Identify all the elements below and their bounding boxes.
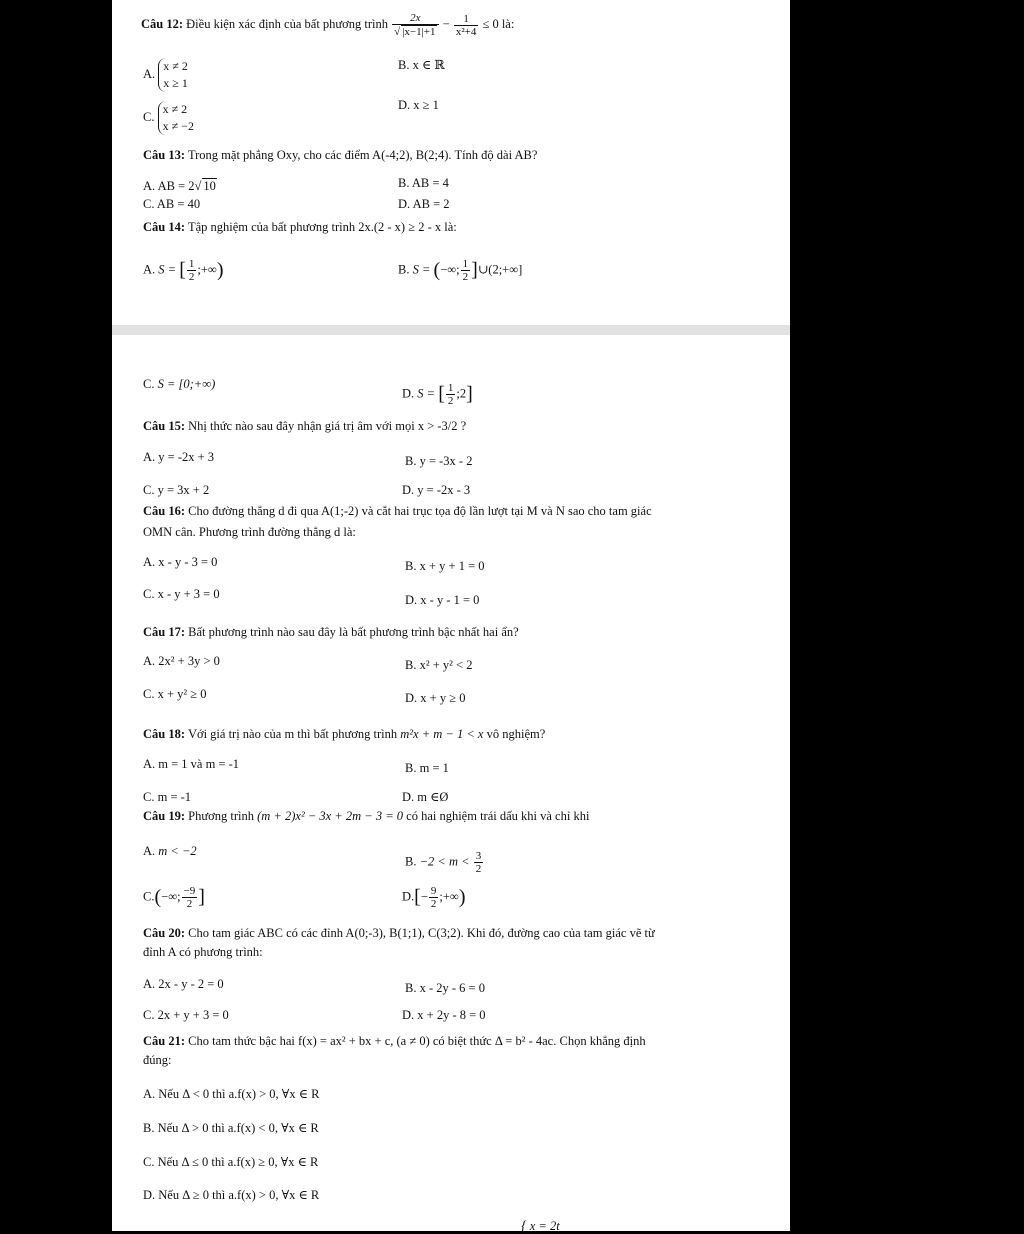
option-key: A.	[143, 844, 156, 858]
question-16	[143, 504, 652, 519]
system-line: x ≠ −2	[162, 119, 194, 133]
question-19	[143, 809, 589, 824]
option-key: C.	[143, 377, 155, 391]
question-20	[143, 926, 655, 941]
option-text: S =	[158, 262, 177, 277]
question-label: Câu 14:	[143, 220, 186, 234]
numerator: 1	[454, 13, 479, 26]
question-text: Với giá trị nào của m thì bất phương trình	[187, 727, 398, 741]
option-text: ;2	[456, 386, 467, 401]
cut-off-expression: { x = 2t	[521, 1219, 560, 1234]
option-c	[143, 101, 194, 135]
document-page-1	[112, 0, 790, 325]
option-d	[402, 1008, 486, 1023]
denominator: 2	[186, 898, 193, 910]
option-key: C.	[143, 1155, 155, 1169]
option-text: m < −2	[158, 844, 197, 858]
fraction	[461, 258, 471, 283]
option-text: Nếu Δ > 0 thì a.f(x) < 0, ∀x ∈ R	[157, 1121, 319, 1135]
option-text: m = 1 và m = -1	[158, 757, 240, 771]
denominator: 2	[447, 395, 454, 407]
question-text: Cho tam thức bậc hai f(x) = ax² + bx + c, (a ≠ 0) có biệt thức Δ = b² - 4ac. Chọn khẳng định	[188, 1034, 646, 1048]
option-text: y = 3x + 2	[157, 483, 210, 497]
equation-system	[158, 101, 194, 135]
question-text: Nhị thức nào sau đây nhận giá trị âm với mọi x > -3/2 ?	[188, 419, 467, 433]
option-text: x + y² ≥ 0	[157, 687, 207, 701]
option-text: x² + y² < 2	[419, 658, 473, 672]
option-text: S = [0;+∞)	[157, 377, 216, 391]
option-b	[405, 850, 484, 875]
fraction	[182, 885, 198, 910]
question-tail: có hai nghiệm trái dấu khi và chỉ khi	[406, 809, 590, 823]
cut-off-text: x = 2t	[529, 1219, 560, 1233]
option-text: x - y - 3 = 0	[158, 555, 218, 569]
option-d	[402, 382, 473, 407]
equation-system	[158, 58, 188, 92]
option-key: D.	[402, 1008, 415, 1022]
question-13	[143, 148, 537, 163]
option-a	[143, 58, 188, 92]
question-text: Bất phương trình nào sau đây là bất phương trình bậc nhất hai ẩn?	[188, 625, 519, 639]
option-d	[402, 790, 448, 805]
option-key: C.	[143, 109, 155, 124]
question-text-continued: OMN cân. Phương trình đường thẳng d là:	[143, 525, 356, 539]
option-key: A.	[143, 66, 156, 81]
numerator: 2x	[410, 12, 421, 24]
option-c	[143, 885, 205, 910]
bracket: ]	[466, 383, 473, 405]
question-label: Câu 17:	[143, 625, 186, 639]
option-key: C.	[143, 197, 155, 211]
option-text: x - 2y - 6 = 0	[419, 981, 485, 995]
option-a	[143, 1087, 319, 1102]
question-label: Câu 13:	[143, 148, 186, 162]
option-key: A.	[143, 179, 156, 193]
option-b	[405, 761, 449, 776]
option-key: D.	[405, 691, 418, 705]
question-label: Câu 20:	[143, 926, 186, 940]
option-text: y = -2x + 3	[158, 450, 215, 464]
question-text: Phương trình	[188, 809, 254, 823]
question-text: Cho tam giác ABC có các đỉnh A(0;-3), B(1;1), C(3;2). Khi đó, đường cao của tam giác vẽ từ	[188, 926, 655, 940]
option-c	[143, 790, 191, 805]
option-d	[398, 197, 450, 212]
question-17	[143, 625, 519, 640]
fraction	[187, 258, 197, 283]
option-d	[143, 1188, 319, 1203]
option-key: C.	[143, 790, 155, 804]
question-text: Tập nghiệm của bất phương trình 2x.(2 - x) ≥ 2 - x là:	[187, 220, 457, 234]
option-key: D.	[402, 790, 415, 804]
question-label: Câu 19:	[143, 809, 186, 823]
option-key: D.	[402, 889, 415, 904]
numerator: 1	[447, 382, 454, 394]
radicand: 10	[203, 179, 216, 193]
question-text-continued: đúng:	[143, 1053, 172, 1067]
numerator: 1	[462, 258, 469, 270]
minus-sign: −	[442, 16, 450, 31]
option-text: ;+∞	[439, 889, 459, 904]
option-a	[143, 654, 220, 669]
question-18	[143, 727, 545, 742]
option-a	[143, 555, 217, 570]
option-text: Nếu Δ < 0 thì a.f(x) > 0, ∀x ∈ R	[158, 1087, 320, 1101]
denominator: x²+4	[455, 25, 477, 38]
question-12	[141, 12, 514, 38]
system-line: x ≠ 2	[162, 102, 188, 116]
option-d	[398, 98, 439, 113]
option-text: x ∈ ℝ	[412, 58, 445, 72]
bracket: (	[433, 259, 441, 281]
option-text: m = -1	[157, 790, 192, 804]
option-key: C.	[143, 1008, 155, 1022]
option-key: D.	[402, 483, 415, 497]
equation-expression: (m + 2)x² − 3x + 2m − 3 = 0	[257, 809, 404, 823]
option-text: x - y - 1 = 0	[420, 593, 480, 607]
fraction	[446, 382, 456, 407]
option-text: S =	[412, 262, 431, 277]
option-text: m = 1	[419, 761, 449, 775]
option-key: D.	[398, 98, 411, 112]
option-a	[143, 450, 214, 465]
option-text: −	[420, 889, 428, 904]
numerator: 9	[430, 885, 437, 897]
question-label: Câu 16:	[143, 504, 186, 518]
question-text: Điều kiện xác định của bất phương trình	[186, 16, 389, 31]
option-key: B.	[405, 658, 417, 672]
option-text: −∞;	[161, 889, 181, 904]
option-key: B.	[405, 559, 417, 573]
option-a	[143, 844, 197, 859]
denominator: 2	[188, 271, 195, 283]
numerator: −9	[183, 885, 196, 897]
option-key: A.	[143, 1087, 156, 1101]
option-text: 2x + y + 3 = 0	[157, 1008, 229, 1022]
bracket: )	[458, 886, 466, 908]
option-text: ;+∞	[197, 262, 217, 277]
option-c	[143, 587, 220, 602]
fraction	[454, 13, 479, 38]
option-key: B.	[143, 1121, 155, 1135]
inequality-expression: m²x + m − 1 < x	[400, 727, 484, 741]
option-c	[143, 197, 200, 212]
option-c	[143, 687, 207, 702]
bracket: (	[154, 886, 162, 908]
option-text: x + y ≥ 0	[420, 691, 466, 705]
option-b	[405, 559, 485, 574]
option-b	[405, 454, 472, 469]
option-key: B.	[405, 854, 417, 869]
page-gap	[112, 325, 790, 335]
option-d	[402, 885, 466, 910]
option-key: C.	[143, 587, 155, 601]
option-key: B.	[405, 454, 417, 468]
option-text: 2x² + 3y > 0	[158, 654, 220, 668]
option-text: AB = 2	[412, 197, 450, 211]
fraction	[474, 850, 484, 875]
bracket: ]	[198, 886, 205, 908]
option-b	[405, 658, 472, 673]
question-15	[143, 419, 466, 434]
numerator: 3	[475, 850, 482, 862]
option-d	[405, 593, 479, 608]
option-c	[143, 1155, 318, 1170]
option-a	[143, 757, 239, 772]
system-line: x ≥ 1	[163, 76, 188, 90]
option-key: A.	[143, 555, 156, 569]
option-b	[405, 981, 485, 996]
bracket: [	[414, 886, 421, 908]
fraction	[429, 885, 439, 910]
option-text: −2 < m <	[419, 854, 470, 869]
option-key: C.	[143, 687, 155, 701]
option-key: C.	[143, 483, 155, 497]
option-key: D.	[402, 386, 415, 401]
option-key: B.	[398, 58, 410, 72]
option-key: C.	[143, 889, 155, 904]
option-text: x ≥ 1	[413, 98, 439, 112]
question-label: Câu 12:	[141, 16, 184, 31]
document-page-2	[112, 335, 790, 1234]
option-text: y = -3x - 2	[419, 454, 473, 468]
question-label: Câu 21:	[143, 1034, 186, 1048]
system-line: x ≠ 2	[163, 59, 188, 73]
option-c	[143, 377, 215, 392]
option-c	[143, 483, 209, 498]
option-text: Nếu Δ ≤ 0 thì a.f(x) ≥ 0, ∀x ∈ R	[157, 1155, 319, 1169]
question-text: Cho đường thẳng d đi qua A(1;-2) và cắt hai trục tọa độ lần lượt tại M và N sao cho tam giác	[188, 504, 652, 518]
option-key: D.	[405, 593, 418, 607]
question-14	[143, 220, 457, 235]
fraction: $\frac{2x}{√ |x-1|+1}$	[392, 12, 438, 38]
option-a: A. AB = 2√ 10	[143, 179, 216, 193]
option-b	[398, 58, 445, 73]
option-text: 2x - y - 2 = 0	[158, 977, 224, 991]
option-key: B.	[398, 176, 410, 190]
option-text: AB = 2	[157, 179, 195, 193]
denominator: |x−1|+1	[402, 26, 436, 38]
option-key: A.	[143, 654, 156, 668]
bracket: )	[216, 259, 224, 281]
bracket: ]	[471, 259, 478, 281]
option-text: S =	[417, 386, 436, 401]
denominator: 2	[475, 863, 482, 875]
option-text: AB = 40	[156, 197, 201, 211]
question-label: Câu 15:	[143, 419, 186, 433]
option-key: B.	[405, 761, 417, 775]
option-key: B.	[398, 262, 410, 277]
question-21	[143, 1034, 646, 1049]
option-text: ∪(2;+∞]	[477, 262, 523, 277]
bracket: [	[438, 383, 445, 405]
denominator: 2	[462, 271, 469, 283]
option-text: m ∈Ø	[417, 790, 449, 804]
option-key: A.	[143, 450, 156, 464]
option-key: A.	[143, 757, 156, 771]
option-text: AB = 4	[411, 176, 449, 190]
option-a	[143, 258, 224, 283]
option-text: x - y + 3 = 0	[157, 587, 220, 601]
option-d	[405, 691, 465, 706]
question-label: Câu 18:	[143, 727, 186, 741]
option-a	[143, 977, 224, 992]
denominator: 2	[430, 898, 437, 910]
question-tail: vô nghiệm?	[486, 727, 546, 741]
option-text: y = -2x - 3	[417, 483, 471, 497]
option-text: x + 2y - 8 = 0	[417, 1008, 486, 1022]
option-key: A.	[143, 262, 156, 277]
bracket: [	[179, 259, 186, 281]
option-b	[398, 258, 522, 283]
question-text-continued: đỉnh A có phương trình:	[143, 945, 263, 959]
option-c	[143, 1008, 229, 1023]
option-d	[402, 483, 470, 498]
option-b	[143, 1121, 319, 1136]
option-text: x + y + 1 = 0	[419, 559, 485, 573]
option-key: D.	[398, 197, 411, 211]
numerator: 1	[188, 258, 195, 270]
option-text: Nếu Δ ≥ 0 thì a.f(x) > 0, ∀x ∈ R	[158, 1188, 320, 1202]
option-key: A.	[143, 977, 156, 991]
option-key: D.	[143, 1188, 156, 1202]
option-b	[398, 176, 449, 191]
option-key: B.	[405, 981, 417, 995]
option-text: −∞;	[440, 262, 460, 277]
question-text: Trong mặt phẳng Oxy, cho các điểm A(-4;2), B(2;4). Tính độ dài AB?	[187, 148, 538, 162]
expression-tail: ≤ 0 là:	[482, 16, 515, 31]
